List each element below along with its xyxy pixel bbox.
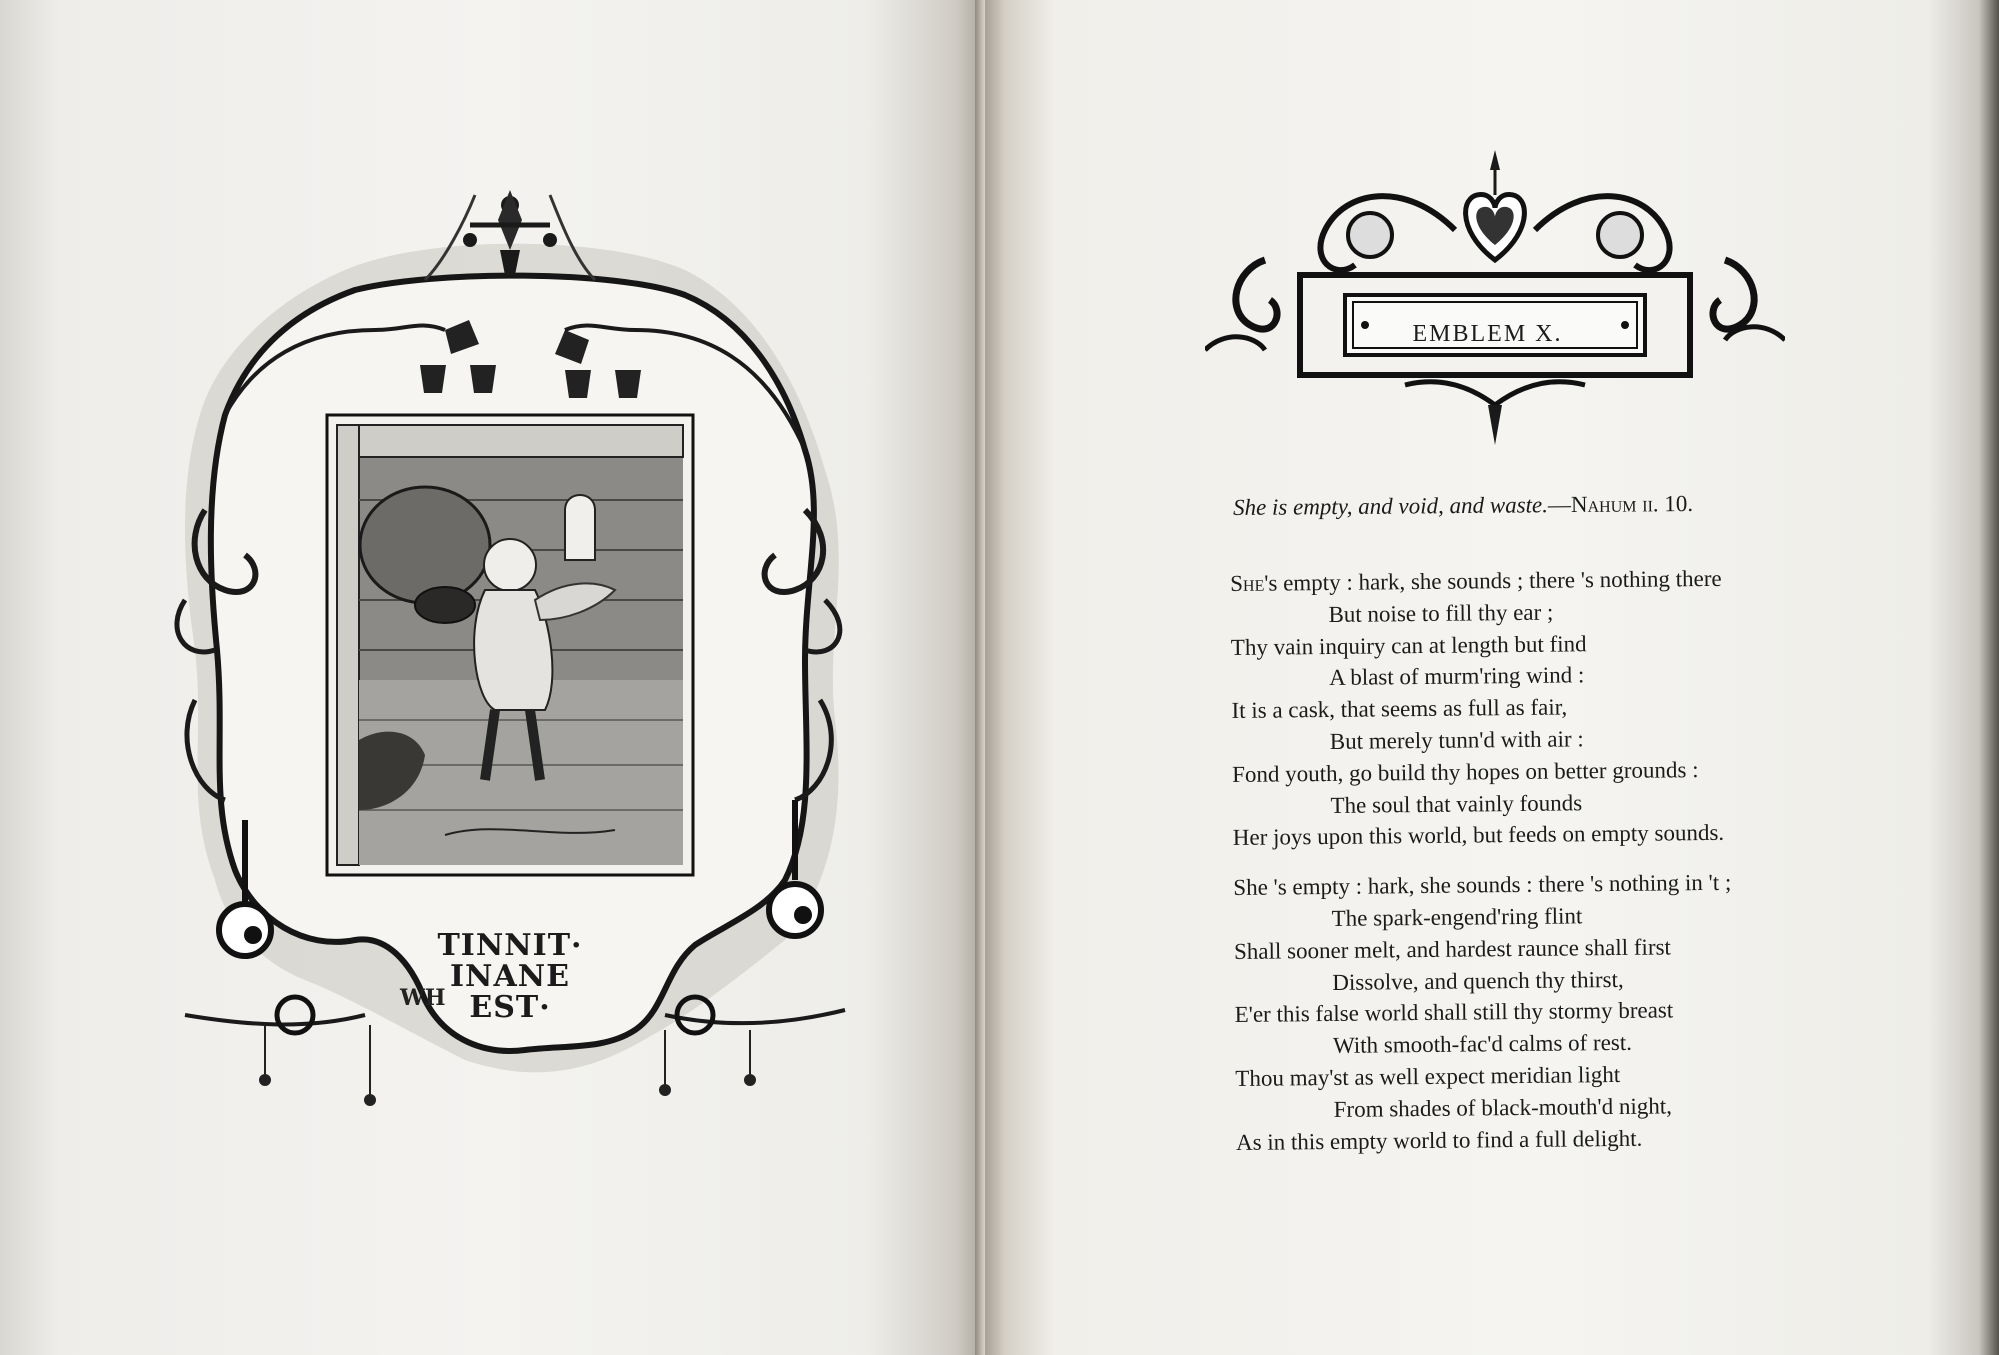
motto-line-2: INANE xyxy=(449,959,571,994)
poem-opening-word: She xyxy=(1230,570,1265,596)
emblem-title: EMBLEM X. xyxy=(1412,321,1563,347)
poem-line: Thou may'st as well expect meridian light xyxy=(1235,1061,1621,1091)
emblem-cartouche-ornament xyxy=(1205,150,1785,450)
stanza-2 xyxy=(1233,866,1856,1159)
poem-line: From shades of black-mouth'd night, xyxy=(1333,1093,1673,1122)
poem-line: It is a cask, that seems as full as fair, xyxy=(1231,694,1568,724)
poem-line: A blast of murm'ring wind : xyxy=(1329,662,1585,691)
plate-motto xyxy=(430,930,590,1023)
poem-line: Her joys upon this world, but feeds on empty sounds. xyxy=(1232,820,1725,851)
epigraph xyxy=(1233,491,1693,521)
left-page xyxy=(0,0,985,1355)
motto-line-3: EST· xyxy=(469,990,551,1025)
poem-line: E'er this false world shall still thy stormy breast xyxy=(1234,997,1674,1028)
poem-line: But noise to fill thy ear ; xyxy=(1328,599,1554,627)
poem xyxy=(1230,562,1856,1159)
poem-line: Fond youth, go build thy hopes on better grounds : xyxy=(1232,756,1699,787)
poem-line: Dissolve, and quench thy thirst, xyxy=(1332,966,1624,995)
poem-line: The soul that vainly founds xyxy=(1330,789,1583,818)
motto-line-1: TINNIT· xyxy=(437,928,583,963)
poem-line: Thy vain inquiry can at length but find xyxy=(1230,630,1587,660)
poem-line: Shall sooner melt, and hardest raunce shall first xyxy=(1233,934,1672,964)
epigraph-dash: — xyxy=(1547,492,1572,518)
poem-line: The spark-engend'ring flint xyxy=(1331,903,1583,931)
stanza-1 xyxy=(1230,562,1853,855)
poem-line: She 's empty : hark, she sounds : there 's nothing in 't ; xyxy=(1233,869,1732,901)
poem-line-text: 's empty : hark, she sounds ; there 's nothing there xyxy=(1264,565,1722,596)
epigraph-reference: Nahum ii. 10. xyxy=(1570,490,1694,518)
epigraph-quote: She is empty, and void, and waste. xyxy=(1232,492,1549,521)
poem-line: But merely tunn'd with air : xyxy=(1329,726,1584,754)
artist-monogram: WH xyxy=(400,985,446,1011)
poem-line: With smooth-fac'd calms of rest. xyxy=(1332,1029,1633,1059)
poem-line: As in this empty world to find a full delight. xyxy=(1235,1125,1643,1155)
